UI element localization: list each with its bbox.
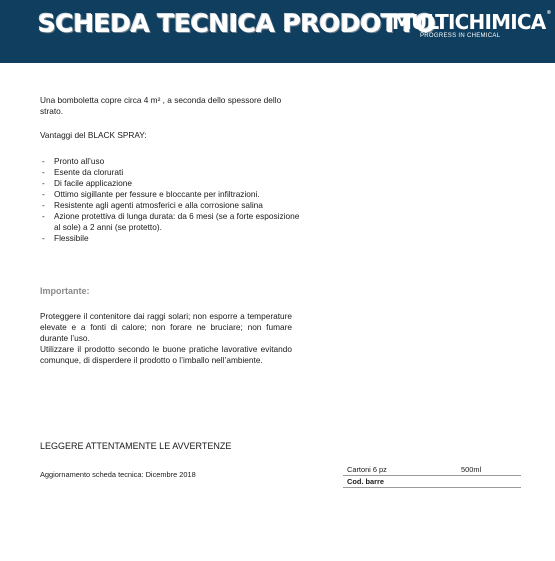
list-item: - Resistente agli agenti atmosferici e alla corrosione salina [42, 200, 263, 210]
list-item: - Ottimo sigillante per fessure e bloccante per infiltrazioni. [42, 189, 260, 199]
advantages-list [40, 156, 300, 244]
warnings-block [40, 311, 292, 366]
important-heading: Importante: [40, 286, 90, 296]
warning-paragraph-1: Proteggere il contenitore dai raggi solari; non esporre a temperature elevate e a fonti di calore; non forare ne bruciare; non fumare durante l’uso. [40, 311, 292, 343]
update-note: Aggiornamento scheda tecnica: Dicembre 2018 [40, 470, 196, 479]
logo-tagline: PROGRESS IN CHEMICAL [420, 33, 501, 39]
carton-label: Cartoni 6 pz [347, 465, 387, 474]
list-item: - Esente da clorurati [42, 167, 124, 177]
list-item: - Pronto all’uso [42, 156, 105, 166]
header-banner [0, 0, 555, 63]
table-row [343, 464, 521, 476]
packaging-table [343, 464, 521, 488]
table-row [343, 476, 521, 488]
document-title: SCHEDA TECNICA PRODOTTO [38, 9, 436, 38]
logo-registered-mark: ® [546, 10, 551, 16]
logo-wordmark [392, 10, 551, 34]
logo-name: MULTICHIMICA [392, 10, 546, 34]
advantages-title: Vantaggi del BLACK SPRAY: [40, 130, 147, 140]
list-item: - Azione protettiva di lunga durata: da 6 mesi (se a forte esposizione al sole) a 2 anni (se protetto). [42, 211, 300, 232]
barcode-label: Cod. barre [347, 477, 384, 486]
list-item: - Di facile applicazione [42, 178, 132, 188]
carton-value: 500ml [461, 465, 482, 474]
coverage-text: Una bomboletta copre circa 4 m² , a seconda dello spessore dello strato. [40, 95, 282, 116]
warning-paragraph-2: Utilizzare il prodotto secondo le buone pratiche lavorative evitando comunque, di disperdere il prodotto o l’imballo nell’ambiente. [40, 344, 292, 365]
multichimica-logo [392, 10, 551, 46]
read-warnings-notice: LEGGERE ATTENTAMENTE LE AVVERTENZE [40, 441, 232, 451]
list-item: - Flessibile [42, 233, 89, 243]
